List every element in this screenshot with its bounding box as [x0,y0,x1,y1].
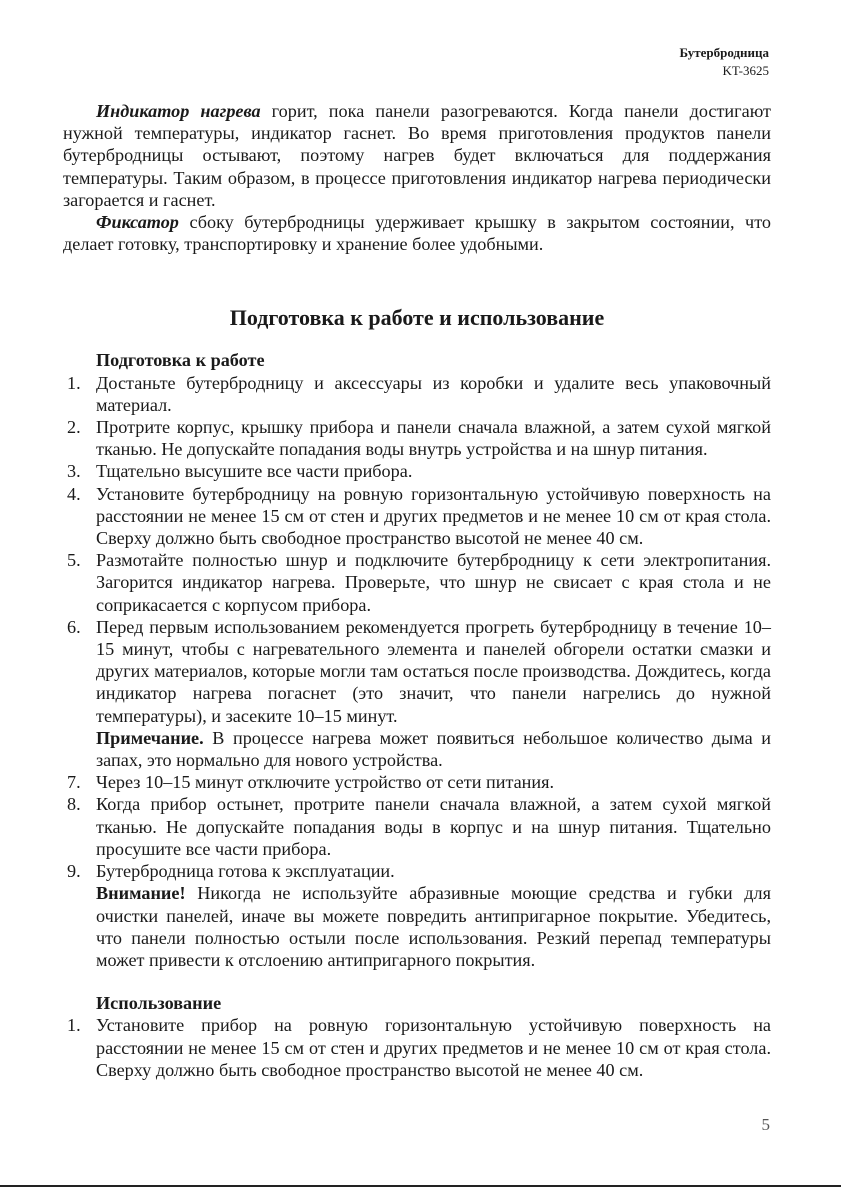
item-text: Через 10–15 минут отключите устройство от сети питания. [96,772,555,793]
item-text: Протрите корпус, крышку прибора и панели сначала влажной, а затем сухой мягкой тканью. Не допускайте попадания воды внутрь устройства и на шнур питания. [96,417,771,460]
prep-list-continued [63,771,771,882]
prep-subtitle: Подготовка к работе [96,350,265,371]
item-number: 3. [67,461,81,482]
page-number: 5 [761,1115,770,1134]
item-text: Тщательно высушите все части прибора. [96,461,413,482]
item-number: 8. [67,794,81,815]
term-heat-indicator: Индикатор нагрева [96,101,261,121]
header-model: KT-3625 [722,63,769,78]
section-title: Подготовка к работе и использование [229,305,605,331]
bottom-divider [0,1185,841,1187]
list-item [63,483,771,550]
list-item [63,460,771,482]
item-number: 1. [67,1015,81,1036]
item-number: 9. [67,861,81,882]
prep-list [63,372,771,727]
item-text: Установите прибор на ровную горизонтальную устойчивую поверхность на расстоянии не менее 15 см от стен и других предметов и не менее 10 см от края стола. Сверху должно быть свободное пространство высотой не менее 40 см. [96,1015,771,1080]
note-paragraph [63,727,771,771]
list-item [63,771,771,793]
warning-paragraph [63,882,771,971]
list-item [63,1014,771,1081]
item-text: Размотайте полностью шнур и подключите бутербродницу к сети электропитания. Загорится индикатор нагрева. Проверьте, что шнур не свисает с края стола и не соприкасается с корпусом прибора. [96,550,771,615]
warning-label: Внимание! [96,883,186,904]
item-text: Перед первым использованием рекомендуется прогреть бутербродницу в течение 10–15 минут, чтобы с нагревательного элемента и панелей обгорели остатки смазки и других материалов, которые могли там остаться после производства. Дождитесь, когда индикатор нагрева погаснет (это значит, что панели нагрелись до нужной температуры), и засеките 10–15 минут. [96,616,771,726]
item-number: 6. [67,616,81,637]
item-text: Достаньте бутербродницу и аксессуары из коробки и удалите весь упаковочный материал. [96,372,771,415]
page-content [63,100,771,1081]
list-item [63,549,771,616]
item-number: 4. [67,483,81,504]
intro-indicator-text: горит, пока панели разогреваются. Когда панели достигают нужной температуры, индикатор гаснет. Во время приготовления продуктов панели бутербродницы остывают, поэтому нагрев будет включаться для поддержания температуры. Таким образом, в процессе приготовления индикатор нагрева периодически загорается и гаснет. [63,101,771,210]
header-product-name: Бутербродница [679,45,769,60]
intro-paragraph-indicator [63,100,771,211]
page-header [679,44,769,80]
item-text: Когда прибор остынет, протрите панели сначала влажной, а затем сухой мягкой тканью. Не допускайте попадания воды в корпус и на шнур питания. Тщательно просушите все части прибора. [96,794,771,859]
term-latch: Фиксатор [96,212,179,233]
list-item [63,372,771,416]
intro-latch-text: сбоку бутербродницы удерживает крышку в закрытом состоянии, что делает готовку, транспортировку и хранение более удобными. [63,212,771,255]
note-text: В процессе нагрева может появиться небольшое количество дыма и запах, это нормально для нового устройства. [96,727,771,771]
intro-paragraph-latch [63,211,771,255]
item-number: 1. [67,372,81,393]
list-item [63,793,771,860]
usage-list [63,1014,771,1081]
list-item [63,416,771,460]
list-item [63,616,771,727]
item-number: 5. [67,550,81,571]
warning-text: Никогда не используйте абразивные моющие средства и губки для очистки панелей, иначе вы можете повредить антипригарное покрытие. Убедитесь, что панели полностью остыли после использования. Резкий перепад температуры может привести к отслоению антипригарного покрытия. [96,883,771,970]
usage-subtitle: Использование [96,993,222,1014]
note-label: Примечание. [96,727,204,748]
item-text: Установите бутербродницу на ровную горизонтальную устойчивую поверхность на расстоянии не менее 15 см от стен и других предметов и не менее 10 см от края стола. Сверху должно быть свободное пространство высотой не менее 40 см. [96,483,771,549]
item-text: Бутербродница готова к эксплуатации. [96,861,395,882]
list-item [63,860,771,882]
item-number: 2. [67,417,81,438]
item-number: 7. [67,772,81,793]
